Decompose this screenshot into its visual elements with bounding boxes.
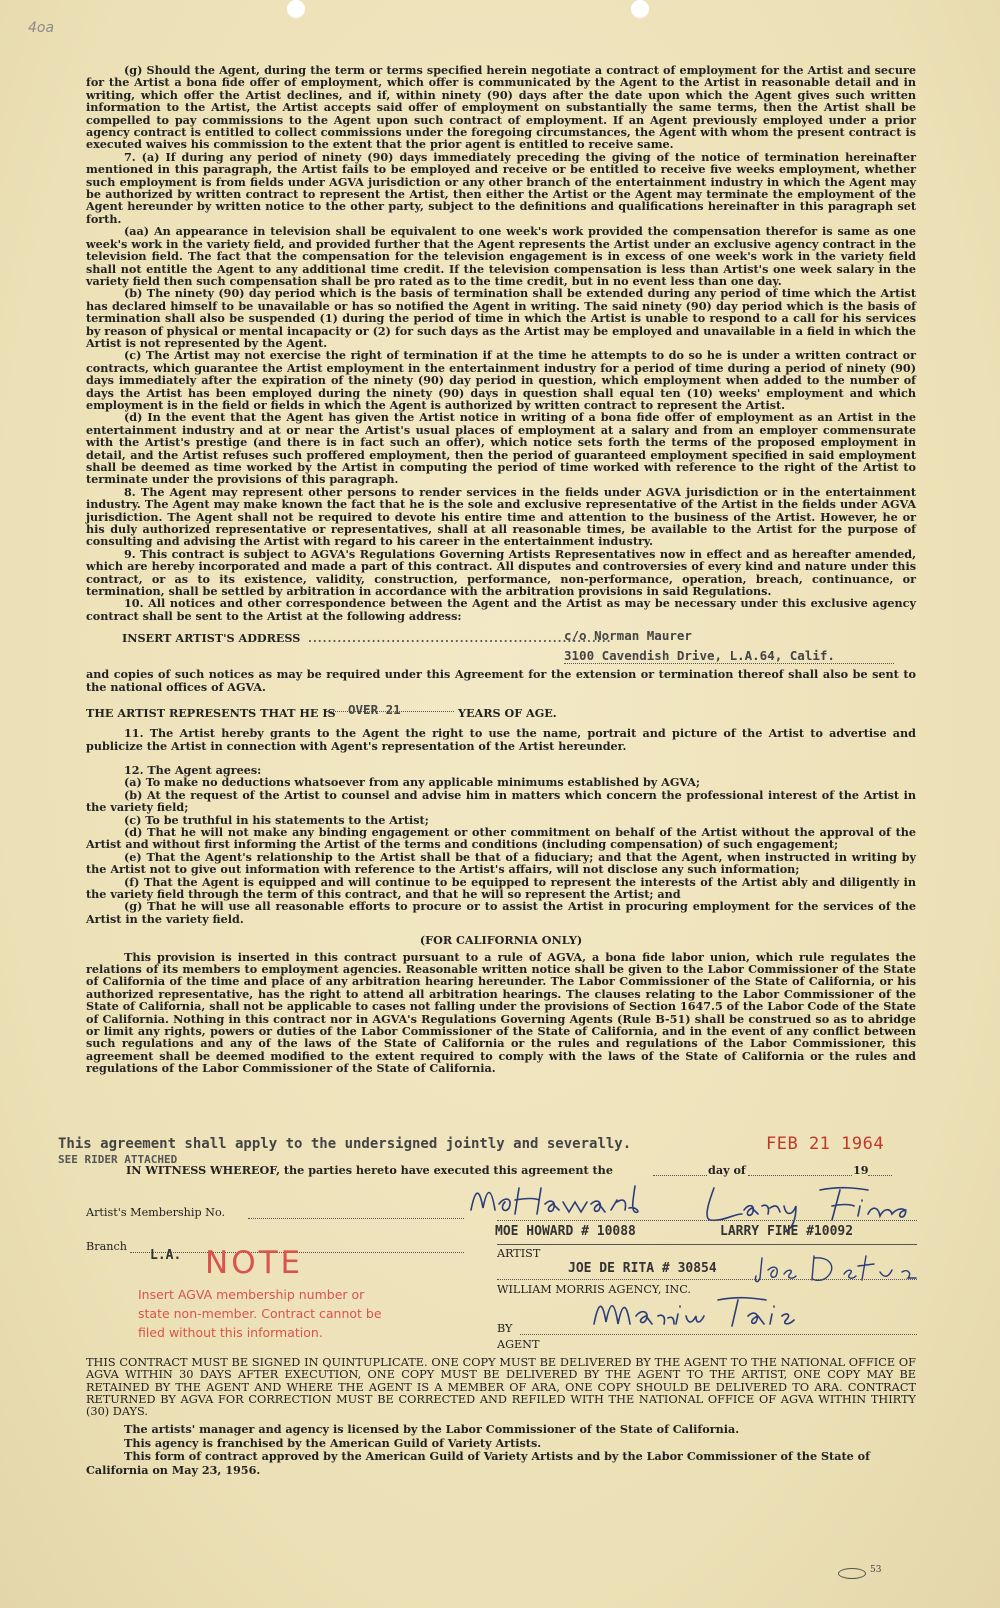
address-block	[86, 628, 916, 668]
agent-label: AGENT	[497, 1338, 540, 1351]
age-value: OVER 21	[348, 702, 401, 718]
clause-12-intro: 12. The Agent agrees:	[124, 762, 262, 777]
date-stamp: FEB 21 1964	[766, 1134, 885, 1154]
jointly-severally-line: This agreement shall apply to the undersigned jointly and severally.	[58, 1136, 632, 1152]
branch-value: L.A.	[150, 1248, 182, 1263]
artist-larry-fine: LARRY FINE #10092	[720, 1224, 854, 1239]
clause-9: 9. This contract is subject to AGVA's Regulations Governing Artists Representatives now in effect and as hereafter amended, which are hereby incorporated and made a part of this contract. All disputes and controversies of every kind and nature under this contract, or as to its existence, validity, construction, performance, non-performance, operation, breach, continuance, or termination, shall be settled by arbitration in accordance with the arbitration provisions in said Regulations.	[86, 546, 916, 599]
note-instructions	[138, 1285, 438, 1342]
artist-moe-howard: MOE HOWARD # 10088	[495, 1224, 636, 1239]
clause-12a: (a) To make no deductions whatsoever from any applicable minimums established by AGVA;	[124, 775, 701, 790]
california-provision: This provision is inserted in this contract pursuant to a rule of AGVA, a bona fide labor union, which rule regulates the relations of its members to employment agencies. Reasonable written notice shall be given to the Labor Commissioner of the State of California of the time and place of any arbitration hearing hereunder. The Labor Commissioner of the State of California, or his authorized representative, has the right to attend all arbitration hearings. The clauses relating to the Labor Commissioner of the State of California, shall not be applicable to cases not falling under the provisions of Section 1647.5 of the Labor Code of the State of California. Nothing in this contract nor in AGVA's Regulations Governing Agents (Rule B-51) shall be construed so as to abridge or limit any rights, powers or duties of the Labor Commissioner of the State of California, and in the event of any conflict between such regulations and any of the laws of the State of California or the rules and regulations of the Labor Commissioner, this agreement shall be deemed modified to the extent required to comply with the laws of the State of California or the rules and regulations of the Labor Commissioner of the State of California.	[86, 949, 916, 1076]
license-line-2: This agency is franchised by the American Guild of Variety Artists.	[124, 1435, 542, 1450]
clause-7b: (b) The ninety (90) day period which is the basis of termination shall be extended during any period of time which the Artist has declared himself to be unavailable or has so notified the Agent in writing. The said ninety (90) day period which is the basis of termination shall also be suspended (1) during the period of time in which the Artist is unable to respond to a call for his services by reason of physical or mental incapacity or (2) for such days as the Artist may be employed and unavailable in a field in which the Artist is not represented by the Agent.	[86, 286, 916, 350]
joe-signature-line	[497, 1279, 917, 1280]
california-heading: (FOR CALIFORNIA ONLY)	[419, 933, 583, 948]
witness-text: IN WITNESS WHEREOF, the parties hereto have executed this agreement the	[126, 1163, 613, 1177]
clause-7c: (c) The Artist may not exercise the right of termination if at the time he attempts to do so he is under a written contract or contracts, which guarantee the Artist employment in the entertainment industry for a period of time during a period of ninety (90) days immediately after the expiration of the ninety (90) day period in question, which employment when added to the number of days the Artist has been employed during the ninety (90) days in question shall equal ten (10) weeks' employment and which employment is in the field or fields in which the Agent is authorized by written contract to represent the Artist.	[86, 348, 916, 412]
witness-day-blank	[653, 1175, 707, 1176]
note-line-2: state non-member. Contract cannot be	[138, 1306, 382, 1321]
clause-7a: 7. (a) If during any period of ninety (90) days immediately preceding the giving of the notice of termination hereinafter mentioned in this paragraph, the Artist fails to be employed and receive or be entitled to receive five weeks employment, whether such employment is from fields under AGVA jurisdiction or any other branch of the entertainment industry in which the Agent may be authorized by written contract to represent the Artist, then either the Artist or the Agent may terminate the employment of the Agent hereunder by written notice to the other party, subject to the definitions and qualifications hereinafter in this paragraph set forth.	[86, 149, 916, 226]
clause-7d: (d) In the event that the Agent has given the Artist notice in writing of a bona fide offer of employment as an Artist in the entertainment industry and at or near the Artist's usual places of employment at a salary and from an employer commensurate with the Artist's prestige (and there is in fact such an offer), which notice sets forth the terms of the proposed employment in detail, and the Artist refuses such proffered employment, then the period of guaranteed employment specified in said employment shall be deemed as time worked by the Artist in computing the period of time worked with reference to the right of the Artist to terminate under the provisions of this paragraph.	[86, 410, 916, 487]
clause-10: 10. All notices and other correspondence between the Agent and the Artist as may be necessary under this exclusive agency contract shall be sent to the Artist at the following address:	[86, 596, 916, 623]
clause-12b: (b) At the request of the Artist to counsel and advise him in matters which concern the professional interest of the Artist in the variety field;	[86, 787, 916, 815]
clause-11: 11. The Artist hereby grants to the Agent the right to use the name, portrait and picture of the Artist to advertise and publicize the Artist in connection with Agent's representation of the Artist hereunder.	[86, 726, 916, 753]
filing-instructions: THIS CONTRACT MUST BE SIGNED IN QUINTUPLICATE. ONE COPY MUST BE DELIVERED BY THE AGENT TO THE NATIONAL OFFICE OF AGVA WITHIN 30 DAYS AFTER EXECUTION, ONE COPY MUST BE DELIVERED BY THE AGENT TO THE ARTIST, ONE COPY MAY BE RETAINED BY THE AGENT AND WHERE THE AGENT IS A MEMBER OF ARA, ONE COPY SHOULD BE DELIVERED TO ARA. CONTRACT RETURNED BY AGVA FOR CORRECTION MUST BE CORRECTED AND REFILED WITH THE NATIONAL OFFICE OF AGVA WITHIN THIRTY (30) DAYS.	[86, 1356, 916, 1419]
by-label: BY	[497, 1322, 513, 1335]
copies-text: and copies of such notices as may be required under this Agreement for the extension or termination thereof shall also be sent to the national offices of AGVA.	[86, 667, 916, 694]
clause-12c: (c) To be truthful in his statements to the Artist;	[124, 812, 429, 827]
union-label-icon	[838, 1568, 866, 1579]
license-line-1: The artists' manager and agency is licensed by the Labor Commissioner of the State of California.	[124, 1422, 740, 1436]
clause-12e: (e) That the Agent's relationship to the Artist shall be that of a fiduciary; and that the Agent, when instructed in writing by the Artist not to give out information with reference to the Artist's affairs, will not disclose any such information;	[86, 849, 916, 877]
joe-de-rita-signature	[752, 1252, 952, 1286]
witness-day-label: day of	[708, 1163, 746, 1177]
artist-name-line	[497, 1244, 917, 1245]
form-number: 53	[870, 1565, 882, 1575]
contract-body	[86, 64, 916, 1075]
membership-blank	[248, 1218, 464, 1219]
handwritten-corner-note: 4oa	[28, 20, 55, 36]
rider-attached: SEE RIDER ATTACHED	[58, 1153, 178, 1166]
artist-label: ARTIST	[497, 1247, 541, 1260]
note-title: NOTE	[205, 1245, 304, 1281]
witness-month-blank	[748, 1175, 852, 1176]
punch-hole-right	[631, 0, 649, 18]
moe-howard-signature	[465, 1180, 655, 1224]
clause-8: 8. The Agent may represent other persons to render services in the fields under AGVA jurisdiction or in the entertainment industry. The Agent may make known the fact that he is the sole and exclusive representative of the Artist in the fields under AGVA jurisdiction. The Agent shall not be required to devote his entire time and attention to the business of the Artist. However, he or his duly authorized representative or representatives, shall at all reasonable times, be available to the Artist for the purpose of consulting and advising the Artist with regard to his career in the entertainment industry.	[86, 484, 916, 549]
agency-name: WILLIAM MORRIS AGENCY, INC.	[497, 1283, 691, 1296]
note-line-1: Insert AGVA membership number or	[138, 1287, 365, 1302]
address-underline	[564, 663, 894, 664]
age-prefix: THE ARTIST REPRESENTS THAT HE IS	[86, 706, 336, 721]
artist-signature-line	[497, 1220, 917, 1221]
membership-label: Artist's Membership No.	[86, 1206, 226, 1219]
witness-year: 19	[853, 1163, 869, 1177]
witness-year-blank	[868, 1175, 892, 1176]
address-line-1: c/o Norman Maurer	[564, 628, 692, 644]
age-line	[86, 702, 916, 721]
address-label: INSERT ARTIST'S ADDRESS	[122, 631, 301, 646]
age-suffix: YEARS OF AGE.	[458, 706, 557, 721]
artist-joe-de-rita: JOE DE RITA # 30854	[568, 1261, 717, 1276]
address-dots: ..............................................................	[308, 632, 612, 645]
clause-7aa: (aa) An appearance in television shall be equivalent to one week's work provided the compensation therefor is same as one week's work in the variety field, and provided further that the Agent represents the Artist under an exclusive agency contract in the television field. The fact that the compensation for the television engagement is in excess of one week's work in the variety field shall not entitle the Agent to any additional time credit. If the television compensation is less than Artist's one week salary in the variety field then such compensation shall be pro rated as to the time credit, but in no event less than one day.	[86, 224, 916, 288]
agent-signature	[588, 1290, 818, 1334]
clause-12d: (d) That he will not make any binding engagement or other commitment on behalf of the Artist without the approval of the Artist and without first informing the Artist of the terms and conditions (including compensation) of such engagement;	[86, 824, 916, 852]
clause-12f: (f) That the Agent is equipped and will continue to be equipped to represent the interests of the Artist ably and diligently in the variety field through the term of this contract, and that he will so represent the Artist; and	[86, 874, 916, 901]
agent-signature-line	[520, 1334, 917, 1335]
license-statements	[86, 1423, 916, 1477]
clause-12g: (g) That he will use all reasonable efforts to procure or to assist the Artist in procuring employment for the services of the Artist in the variety field.	[86, 899, 916, 926]
branch-label: Branch	[86, 1240, 127, 1253]
address-line-2: 3100 Cavendish Drive, L.A.64, Calif.	[564, 648, 835, 664]
clause-6g: (g) Should the Agent, during the term or terms specified herein negotiate a contract of employment for the Artist and secure for the Artist a bona fide offer of employment, which offer is communicated by the Agent to the Artist in reasonable detail and in writing, which offer the Artist declines, and if, within ninety (90) days after the date upon which the Agent gives such written information to the Artist, the Artist accepts said offer of employment on substantially the same terms, then the Artist shall be compelled to pay commissions to the Agent upon such contract of employment. If an Agent previously employed under a prior agency contract is entitled to collect commissions under the foregoing circumstances, the Agent with whom the present contract is executed waives his commission to the extent that the prior agent is entitled to receive same.	[86, 63, 916, 152]
license-line-3: This form of contract approved by the American Guild of Variety Artists and by the Labor Commissioner of the State of California on May 23, 1956.	[86, 1449, 870, 1477]
punch-hole-left	[287, 0, 305, 18]
note-line-3: filed without this information.	[138, 1325, 323, 1340]
